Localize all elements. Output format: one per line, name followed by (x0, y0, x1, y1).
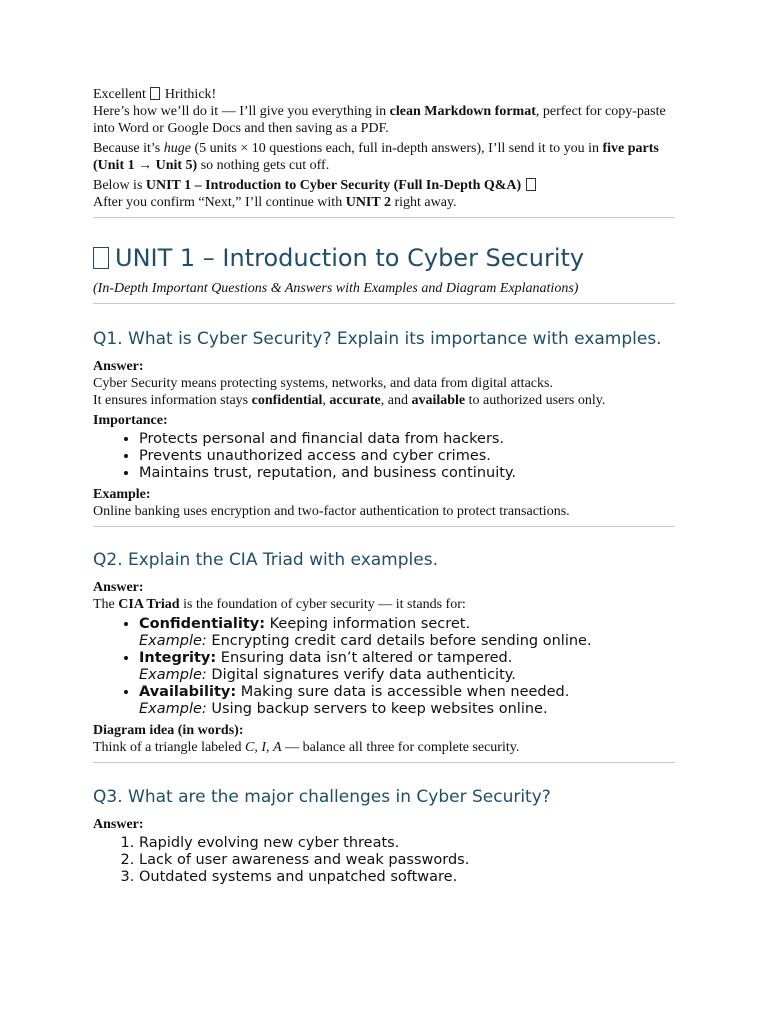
q2-intro (93, 596, 675, 613)
unit-title (93, 243, 675, 273)
intro-next-text-end: right away. (390, 195, 457, 210)
intro-plan-text-end: , perfect for copy-paste into Word or Google Docs and then saving as a PDF. (93, 104, 666, 136)
list-item (139, 650, 675, 684)
q2-diagram (93, 722, 675, 756)
intro-plan (93, 103, 675, 137)
divider (93, 762, 675, 763)
answer-label: Answer: (93, 359, 144, 374)
intro-parts (93, 140, 675, 174)
q2-body (93, 579, 675, 613)
cia-desc: Making sure data is accessible when needed. (236, 684, 570, 700)
q1-answer-text: It ensures information stays (93, 393, 252, 408)
intro-below-bold: UNIT 1 – Introduction to Cyber Security (Full In-Depth Q&A) (145, 178, 522, 193)
emoji-placeholder-icon (150, 87, 160, 100)
intro-next-bold: UNIT 2 (345, 195, 391, 210)
divider (93, 526, 675, 527)
cia-example-label: Example: (139, 633, 207, 649)
cia-desc: Keeping information secret. (265, 616, 471, 632)
intro-below (93, 177, 675, 194)
cia-term: Confidentiality: (139, 616, 266, 632)
diagram-sep: , (266, 740, 274, 755)
intro-parts-bold: five parts (Unit 1 → Unit 5) (93, 141, 659, 173)
q1-sep: , (322, 393, 330, 408)
q1-body (93, 358, 675, 429)
intro-greeting (93, 86, 675, 103)
cia-example-label: Example: (139, 701, 207, 717)
q1-heading: Q1. What is Cyber Security? Explain its importance with examples. (93, 329, 662, 349)
divider (93, 303, 675, 304)
emoji-placeholder-icon (93, 247, 109, 269)
emoji-placeholder-icon (526, 178, 536, 191)
q1-answer-line1: Cyber Security means protecting systems, networks, and data from digital attacks. (93, 376, 553, 391)
diagram-c: C (245, 740, 255, 755)
cia-term: Integrity: (139, 650, 217, 666)
intro-parts-italic: huge (163, 141, 191, 156)
q1-answer-end: to authorized users only. (465, 393, 606, 408)
diagram-a: A (273, 740, 282, 755)
diagram-sep: , (254, 740, 262, 755)
cia-example-label: Example: (139, 667, 207, 683)
intro-below-text: Below is (93, 178, 146, 193)
q2-intro-text: The (93, 597, 119, 612)
unit-title-text: UNIT 1 – Introduction to Cyber Security (115, 244, 585, 272)
list-item (139, 616, 675, 650)
q2-intro-text-end: is the foundation of cyber security — it stands for: (179, 597, 466, 612)
intro-section (93, 86, 675, 211)
example-text: Online banking uses encryption and two-factor authentication to protect transactions. (93, 504, 570, 519)
intro-parts-text: Because it’s (93, 141, 164, 156)
unit-subtitle: (In-Depth Important Questions & Answers with Examples and Diagram Explanations) (93, 281, 579, 296)
cia-term: Availability: (139, 684, 237, 700)
list-item: 1. Rapidly evolving new cyber threats. (139, 835, 675, 852)
importance-list (93, 431, 675, 482)
q2-heading: Q2. Explain the CIA Triad with examples. (93, 550, 438, 570)
answer-label: Answer: (93, 580, 144, 595)
answer-label: Answer: (93, 817, 144, 832)
q1-bold-accurate: accurate (329, 393, 381, 408)
q3-heading: Q3. What are the major challenges in Cyber Security? (93, 787, 551, 807)
cia-example-text: Using backup servers to keep websites online. (206, 701, 548, 717)
q1-bold-available: available (411, 393, 466, 408)
list-item: 2. Lack of user awareness and weak passwords. (139, 852, 675, 869)
list-item (139, 684, 675, 718)
greeting-name: Hrithick! (161, 87, 217, 102)
intro-parts-text-mid: (5 units × 10 questions each, full in-depth answers), I’ll send it to you in (190, 141, 603, 156)
cia-example-text: Encrypting credit card details before sending online. (206, 633, 592, 649)
q1-example (93, 486, 675, 520)
diagram-label: Diagram idea (in words): (93, 723, 244, 738)
list-item: • Prevents unauthorized access and cyber crimes. (139, 448, 675, 465)
cia-list (93, 616, 675, 718)
example-label: Example: (93, 487, 151, 502)
challenges-list (93, 835, 675, 886)
list-item: 3. Outdated systems and unpatched software. (139, 869, 675, 886)
greeting-text: Excellent (93, 87, 150, 102)
intro-next-text: After you confirm “Next,” I’ll continue with (93, 195, 346, 210)
diagram-text-end: — balance all three for complete security. (281, 740, 520, 755)
divider (93, 217, 675, 218)
diagram-text (93, 739, 675, 756)
cia-example-text: Digital signatures verify data authenticity. (206, 667, 516, 683)
q1-answer-line2 (93, 392, 675, 409)
q1-bold-confidential: confidential (251, 393, 323, 408)
document-page (93, 86, 675, 886)
diagram-i: I (261, 740, 267, 755)
cia-desc: Ensuring data isn’t altered or tampered. (216, 650, 513, 666)
q3-body (93, 816, 675, 833)
diagram-text-start: Think of a triangle labeled (93, 740, 245, 755)
list-item: • Protects personal and financial data from hackers. (139, 431, 675, 448)
intro-plan-bold: clean Markdown format (389, 104, 536, 119)
intro-next (93, 194, 675, 211)
importance-label: Importance: (93, 413, 168, 428)
q2-intro-bold: CIA Triad (118, 597, 180, 612)
intro-parts-text-end: so nothing gets cut off. (197, 158, 330, 173)
intro-plan-text: Here’s how we’ll do it — I’ll give you everything in (93, 104, 390, 119)
list-item: • Maintains trust, reputation, and business continuity. (139, 465, 675, 482)
q1-sep: , and (380, 393, 412, 408)
